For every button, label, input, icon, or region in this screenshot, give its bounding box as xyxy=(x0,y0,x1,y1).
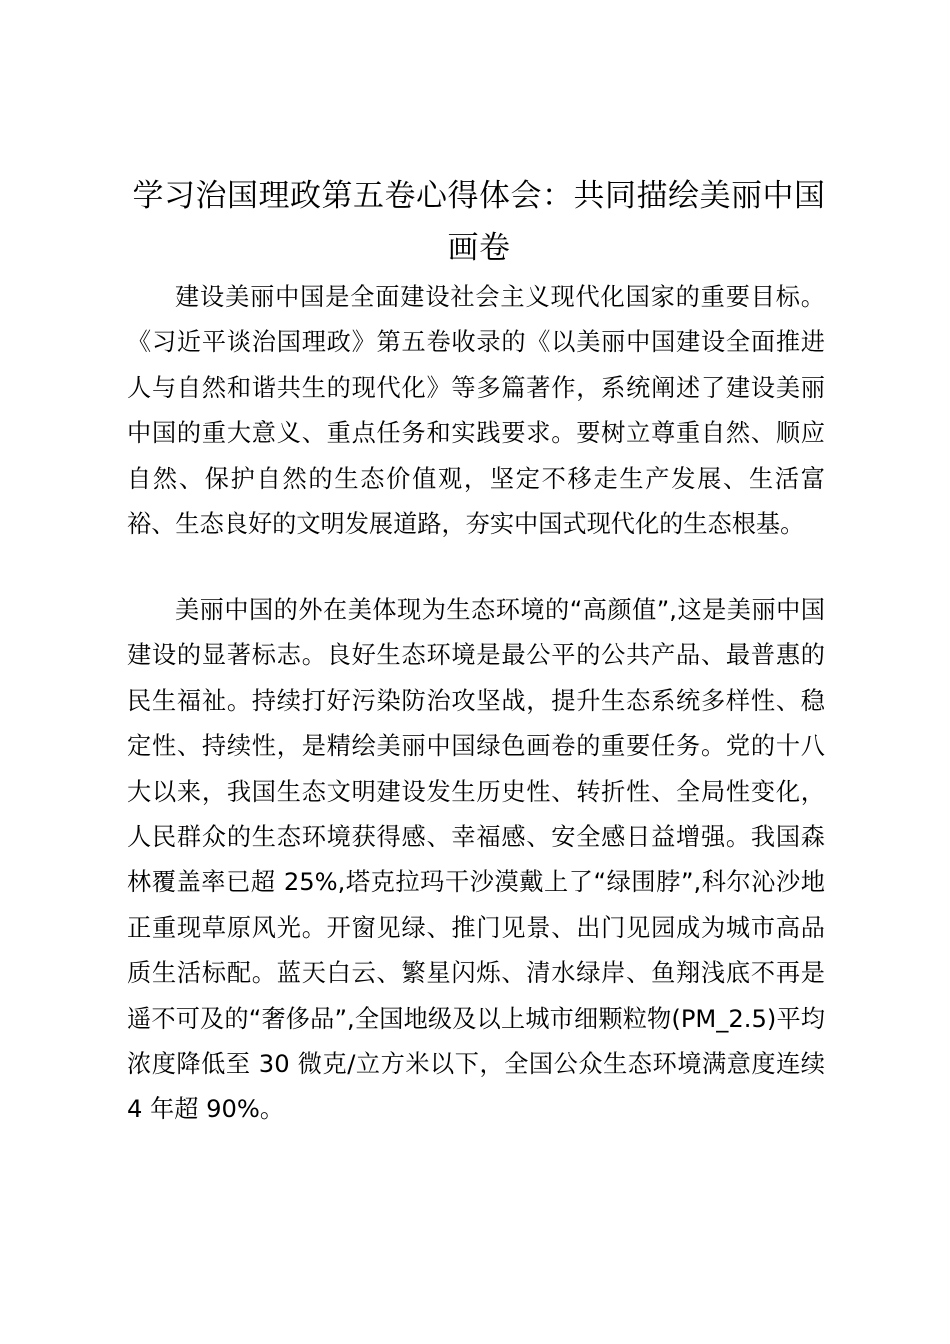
body-paragraph-2: 美丽中国的外在美体现为生态环境的“高颜值”,这是美丽中国建设的显著标志。良好生态环境是最公平的公共产品、最普惠的民生福祉。持续打好污染防治攻坚战，提升生态系统多样性、稳定性、持续性，是精绘美丽中国绿色画卷的重要任务。党的十八大以来，我国生态文明建设发生历史性、转折性、全局性变化，人民群众的生态环境获得感、幸福感、安全感日益增强。我国森林覆盖率已超 25%,塔克拉玛干沙漠戴上了“绿围脖”,科尔沁沙地正重现草原风光。开窗见绿、推门见景、出门见园成为城市高品质生活标配。蓝天白云、繁星闪烁、清水绿岸、鱼翔浅底不再是遥不可及的“奢侈品”,全国地级及以上城市细颗粒物(PM_2.5)平均浓度降低至 30 微克/立方米以下，全国公众生态环境满意度连续 4 年超 90%。 xyxy=(127,596,825,1124)
document-title: 学习治国理政第五卷心得体会：共同描绘美丽中国画卷 xyxy=(132,178,826,266)
body-paragraph-1: 建设美丽中国是全面建设社会主义现代化国家的重要目标。《习近平谈治国理政》第五卷收录的《以美丽中国建设全面推进人与自然和谐共生的现代化》等多篇著作，系统阐述了建设美丽中国的重大意义、重点任务和实践要求。要树立尊重自然、顺应自然、保护自然的生态价值观，坚定不移走生产发展、生活富裕、生态良好的文明发展道路，夯实中国式现代化的生态根基。 xyxy=(127,283,825,539)
